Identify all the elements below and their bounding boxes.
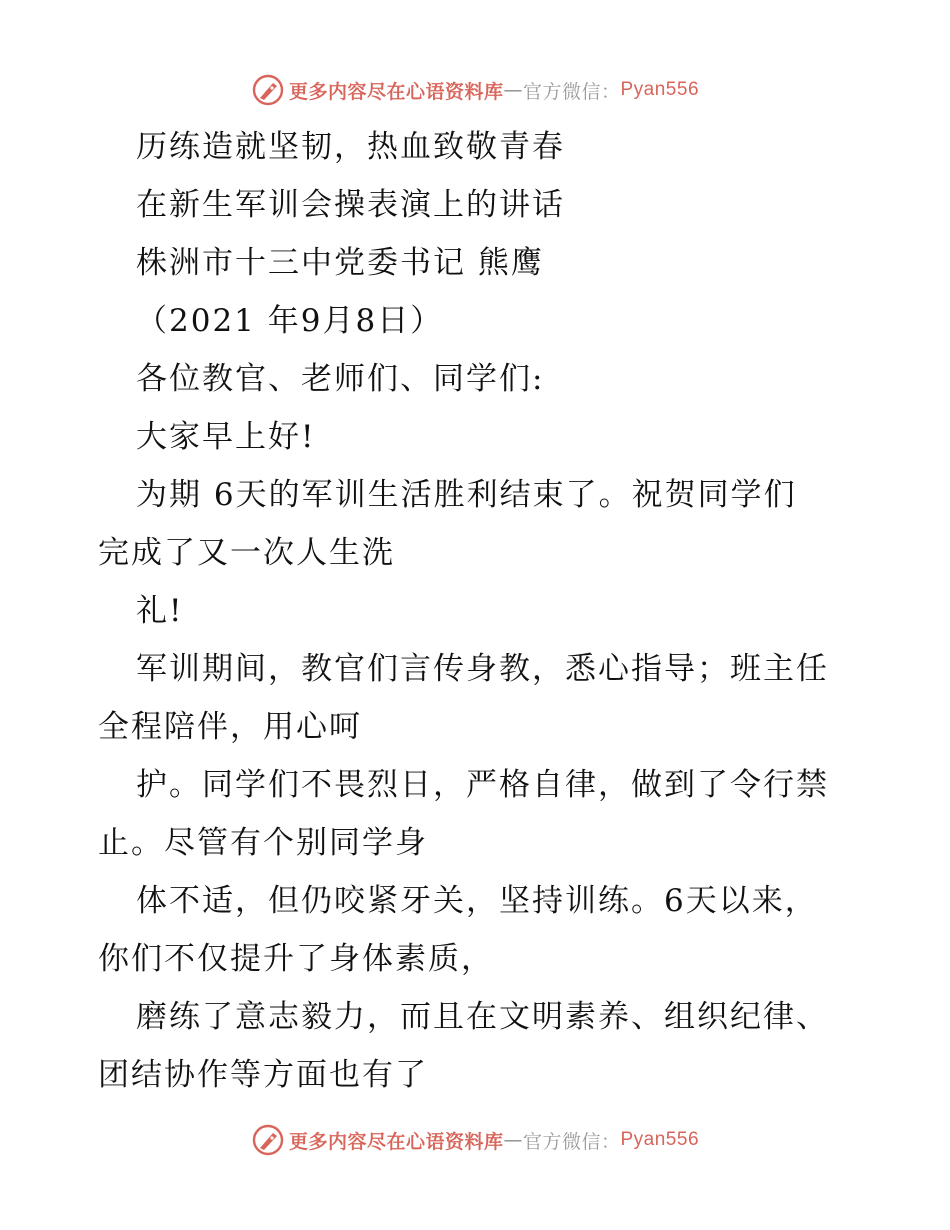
document-body [98,118,858,1104]
document-line: 你们不仅提升了身体素质， [98,941,494,977]
document-line: 为期 6天的军训生活胜利结束了。祝贺同学们 [136,477,797,513]
document-line: 体不适，但仍咬紧牙关，坚持训练。6天以来， [136,883,818,919]
document-line: 完成了又一次人生洗 [98,535,395,571]
document-line: 株洲市十三中党委书记 熊鹰 [136,245,544,281]
document-line: 护。同学们不畏烈日，严格自律，做到了令行禁 [136,767,829,803]
watermark-dash: — [503,79,523,101]
watermark-wechat-id: Pyan556 [620,79,700,100]
watermark-wechat-label: 官方微信： [522,1130,621,1153]
watermark-main-text: 更多内容尽在心语资料库 [288,80,504,103]
document-line: 团结协作等方面也有了 [98,1057,428,1093]
watermark-header [0,70,950,110]
pen-nib-logo-icon [251,73,285,107]
document-line: 各位教官、老师们、同学们: [136,361,545,397]
watermark-wechat-id: Pyan556 [620,1129,700,1150]
watermark-dash: — [503,1129,523,1151]
watermark-wechat-label: 官方微信： [522,80,621,103]
document-line: 在新生军训会操表演上的讲话 [136,187,565,223]
watermark-main-text: 更多内容尽在心语资料库 [288,1130,504,1153]
document-line: 全程陪伴，用心呵 [98,709,362,745]
document-line: 磨练了意志毅力，而且在文明素养、组织纪律、 [136,999,829,1035]
pen-nib-logo-icon [251,1123,285,1157]
document-line: 大家早上好! [136,419,316,455]
document-line: 历练造就坚韧，热血致敬青春 [136,129,565,165]
document-line: （2021 年9月8日） [136,303,444,339]
document-line: 军训期间，教官们言传身教，悉心指导；班主任 [136,651,829,687]
document-line: 止。尽管有个别同学身 [98,825,428,861]
watermark-footer [0,1120,950,1160]
document-line: 礼! [136,593,184,629]
